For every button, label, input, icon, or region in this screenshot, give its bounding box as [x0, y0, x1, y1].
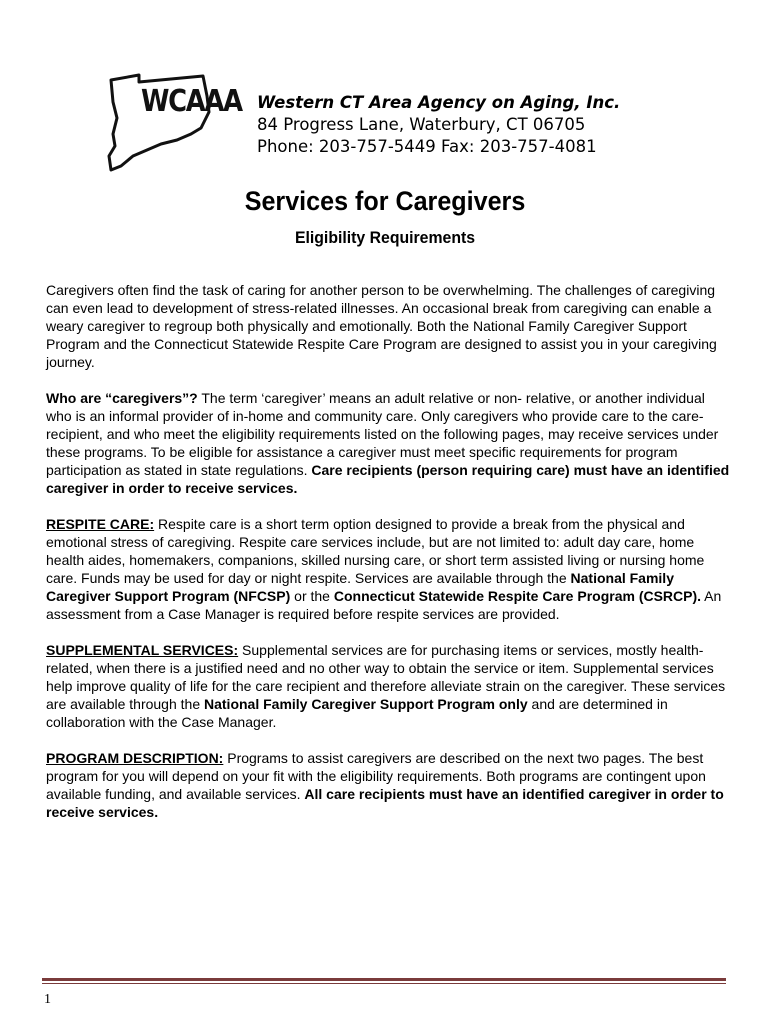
agency-name: Western CT Area Agency on Aging, Inc. [257, 93, 621, 112]
caregivers-bold-end: Care recipients (person requiring care) must have an identified caregiver in order to receive services. [46, 462, 730, 496]
document-subtitle: Eligibility Requirements [294, 228, 476, 247]
respite-text-2: or the [290, 588, 334, 604]
document-body [46, 281, 730, 839]
program-text-1: Programs to assist caregivers are described on the next two pages. The best program for you will depend on your fit with the eligibility requirements. Both programs are contingent upon available funding, and available services. [46, 750, 706, 802]
program-heading: PROGRAM DESCRIPTION: [46, 750, 224, 766]
agency-address: 84 Progress Lane, Waterbury, CT 06705 [257, 115, 586, 134]
respite-paragraph [46, 515, 730, 623]
respite-bold-1: National Family Caregiver Support Program (NFCSP) [46, 570, 674, 604]
wcaaa-logo [103, 68, 243, 174]
supplemental-heading: SUPPLEMENTAL SERVICES: [46, 642, 239, 658]
respite-heading: RESPITE CARE: [46, 516, 155, 532]
page-number: 1 [44, 992, 51, 1007]
caregivers-text: The term ‘caregiver’ means an adult relative or non- relative, or another individual who is an informal provider of in-home and community care. Only caregivers who provide care to the care-recipient, and who meet the eligibility requirements listed on the following pages, may receive services under these programs. To be eligible for assistance a caregiver must meet specific requirements for program participation as stated in state regulations. [46, 390, 719, 478]
supplemental-bold-1: National Family Caregiver Support Program only [204, 696, 528, 712]
respite-bold-2: Connecticut Statewide Respite Care Program (CSRCP). [333, 588, 702, 604]
footer-rule-thin [42, 983, 726, 984]
footer-rule [42, 978, 726, 981]
caregivers-lead: Who are “caregivers”? [46, 390, 198, 406]
caregivers-paragraph [46, 389, 730, 497]
document-title: Services for Caregivers [244, 186, 526, 216]
agency-phone: Phone: 203-757-5449 Fax: 203-757-4081 [257, 137, 597, 156]
logo-text: WCAAA [141, 84, 242, 119]
respite-text-1: Respite care is a short term option designed to provide a break from the physical and emotional stress of caregiving. Respite care services include, but are not limited to: adult day care, home health aides, homemakers, companions, skilled nursing care, or short term assisted living or nursing home care. Funds may be used for day or night respite. Services are available through the [46, 516, 705, 586]
intro-paragraph: Caregivers often find the task of caring for another person to be overwhelming. The challenges of caregiving can even lead to development of stress-related illnesses. An occasional break from caregiving can enable a weary caregiver to regroup both physically and emotionally. Both the National Family Caregiver Support Program and the Connecticut Statewide Respite Care Program are designed to assist you in your caregiving journey. [46, 282, 717, 370]
supplemental-text-1: Supplemental services are for purchasing items or services, mostly health-related, when there is a justified need and no other way to obtain the service or item. Supplemental services help improve quality of life for the care recipient and therefore alleviate strain on the caregiver. These services are available through the [46, 642, 726, 712]
supplemental-paragraph [46, 641, 730, 731]
respite-text-3: An assessment from a Case Manager is required before respite services are provided. [46, 588, 722, 622]
agency-info [257, 92, 620, 158]
program-paragraph [46, 749, 730, 821]
supplemental-text-2: and are determined in collaboration with the Case Manager. [46, 696, 668, 730]
program-bold-1: All care recipients must have an identified caregiver in order to receive services. [46, 786, 724, 820]
